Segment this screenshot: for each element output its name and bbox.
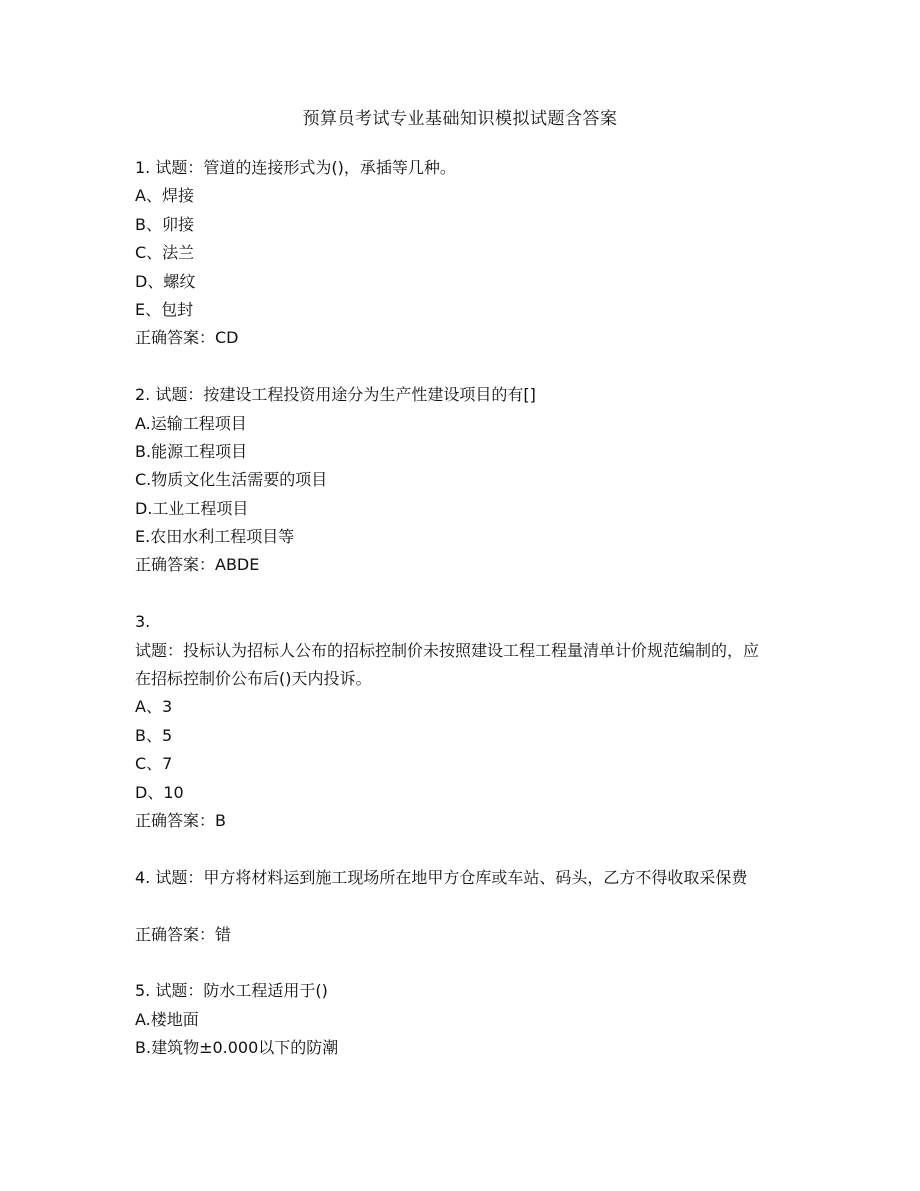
option-d: D、螺纹	[135, 271, 196, 291]
option-a: A.楼地面	[135, 1009, 199, 1029]
option-c: C.物质文化生活需要的项目	[135, 470, 328, 490]
document-content	[135, 154, 795, 1063]
question-1	[135, 154, 795, 353]
question-stem-line-1: 试题：投标认为招标人公布的招标控制价未按照建设工程工程量清单计价规范编制的，应	[135, 640, 760, 660]
correct-answer: 正确答案：错	[135, 924, 232, 944]
question-stem: 2. 试题：按建设工程投资用途分为生产性建设项目的有[]	[135, 385, 536, 405]
question-2	[135, 381, 795, 580]
option-a: A.运输工程项目	[135, 413, 247, 433]
question-stem: 4. 试题：甲方将材料运到施工现场所在地甲方仓库或车站、码头，乙方不得收取采保费	[135, 867, 748, 887]
option-b: B.建筑物±0.000以下的防潮	[135, 1038, 339, 1058]
option-d: D.工业工程项目	[135, 498, 249, 518]
question-stem: 5. 试题：防水工程适用于()	[135, 981, 328, 1001]
correct-answer: 正确答案：CD	[135, 328, 239, 348]
question-5	[135, 977, 795, 1062]
question-4	[135, 864, 795, 949]
option-b: B、卯接	[135, 214, 194, 234]
option-b: B.能源工程项目	[135, 441, 248, 461]
spacer	[135, 892, 795, 920]
option-e: E、包封	[135, 299, 194, 319]
question-stem: 1. 试题：管道的连接形式为()，承插等几种。	[135, 158, 456, 177]
option-c: C、7	[135, 754, 173, 774]
option-c: C、法兰	[135, 243, 195, 263]
option-a: A、焊接	[135, 186, 194, 206]
correct-answer: 正确答案：B	[135, 810, 226, 830]
option-e: E.农田水利工程项目等	[135, 527, 295, 547]
spacer	[135, 580, 795, 608]
document-title: 预算员考试专业基础知识模拟试题含答案	[302, 109, 618, 129]
question-number: 3.	[135, 612, 151, 632]
question-3	[135, 608, 795, 835]
spacer	[135, 353, 795, 381]
spacer	[135, 949, 795, 977]
spacer	[135, 835, 795, 863]
correct-answer: 正确答案：ABDE	[135, 555, 260, 575]
option-b: B、5	[135, 725, 173, 745]
option-d: D、10	[135, 782, 184, 802]
question-stem-line-2: 在招标控制价公布后()天内投诉。	[135, 669, 372, 689]
option-a: A、3	[135, 697, 173, 717]
